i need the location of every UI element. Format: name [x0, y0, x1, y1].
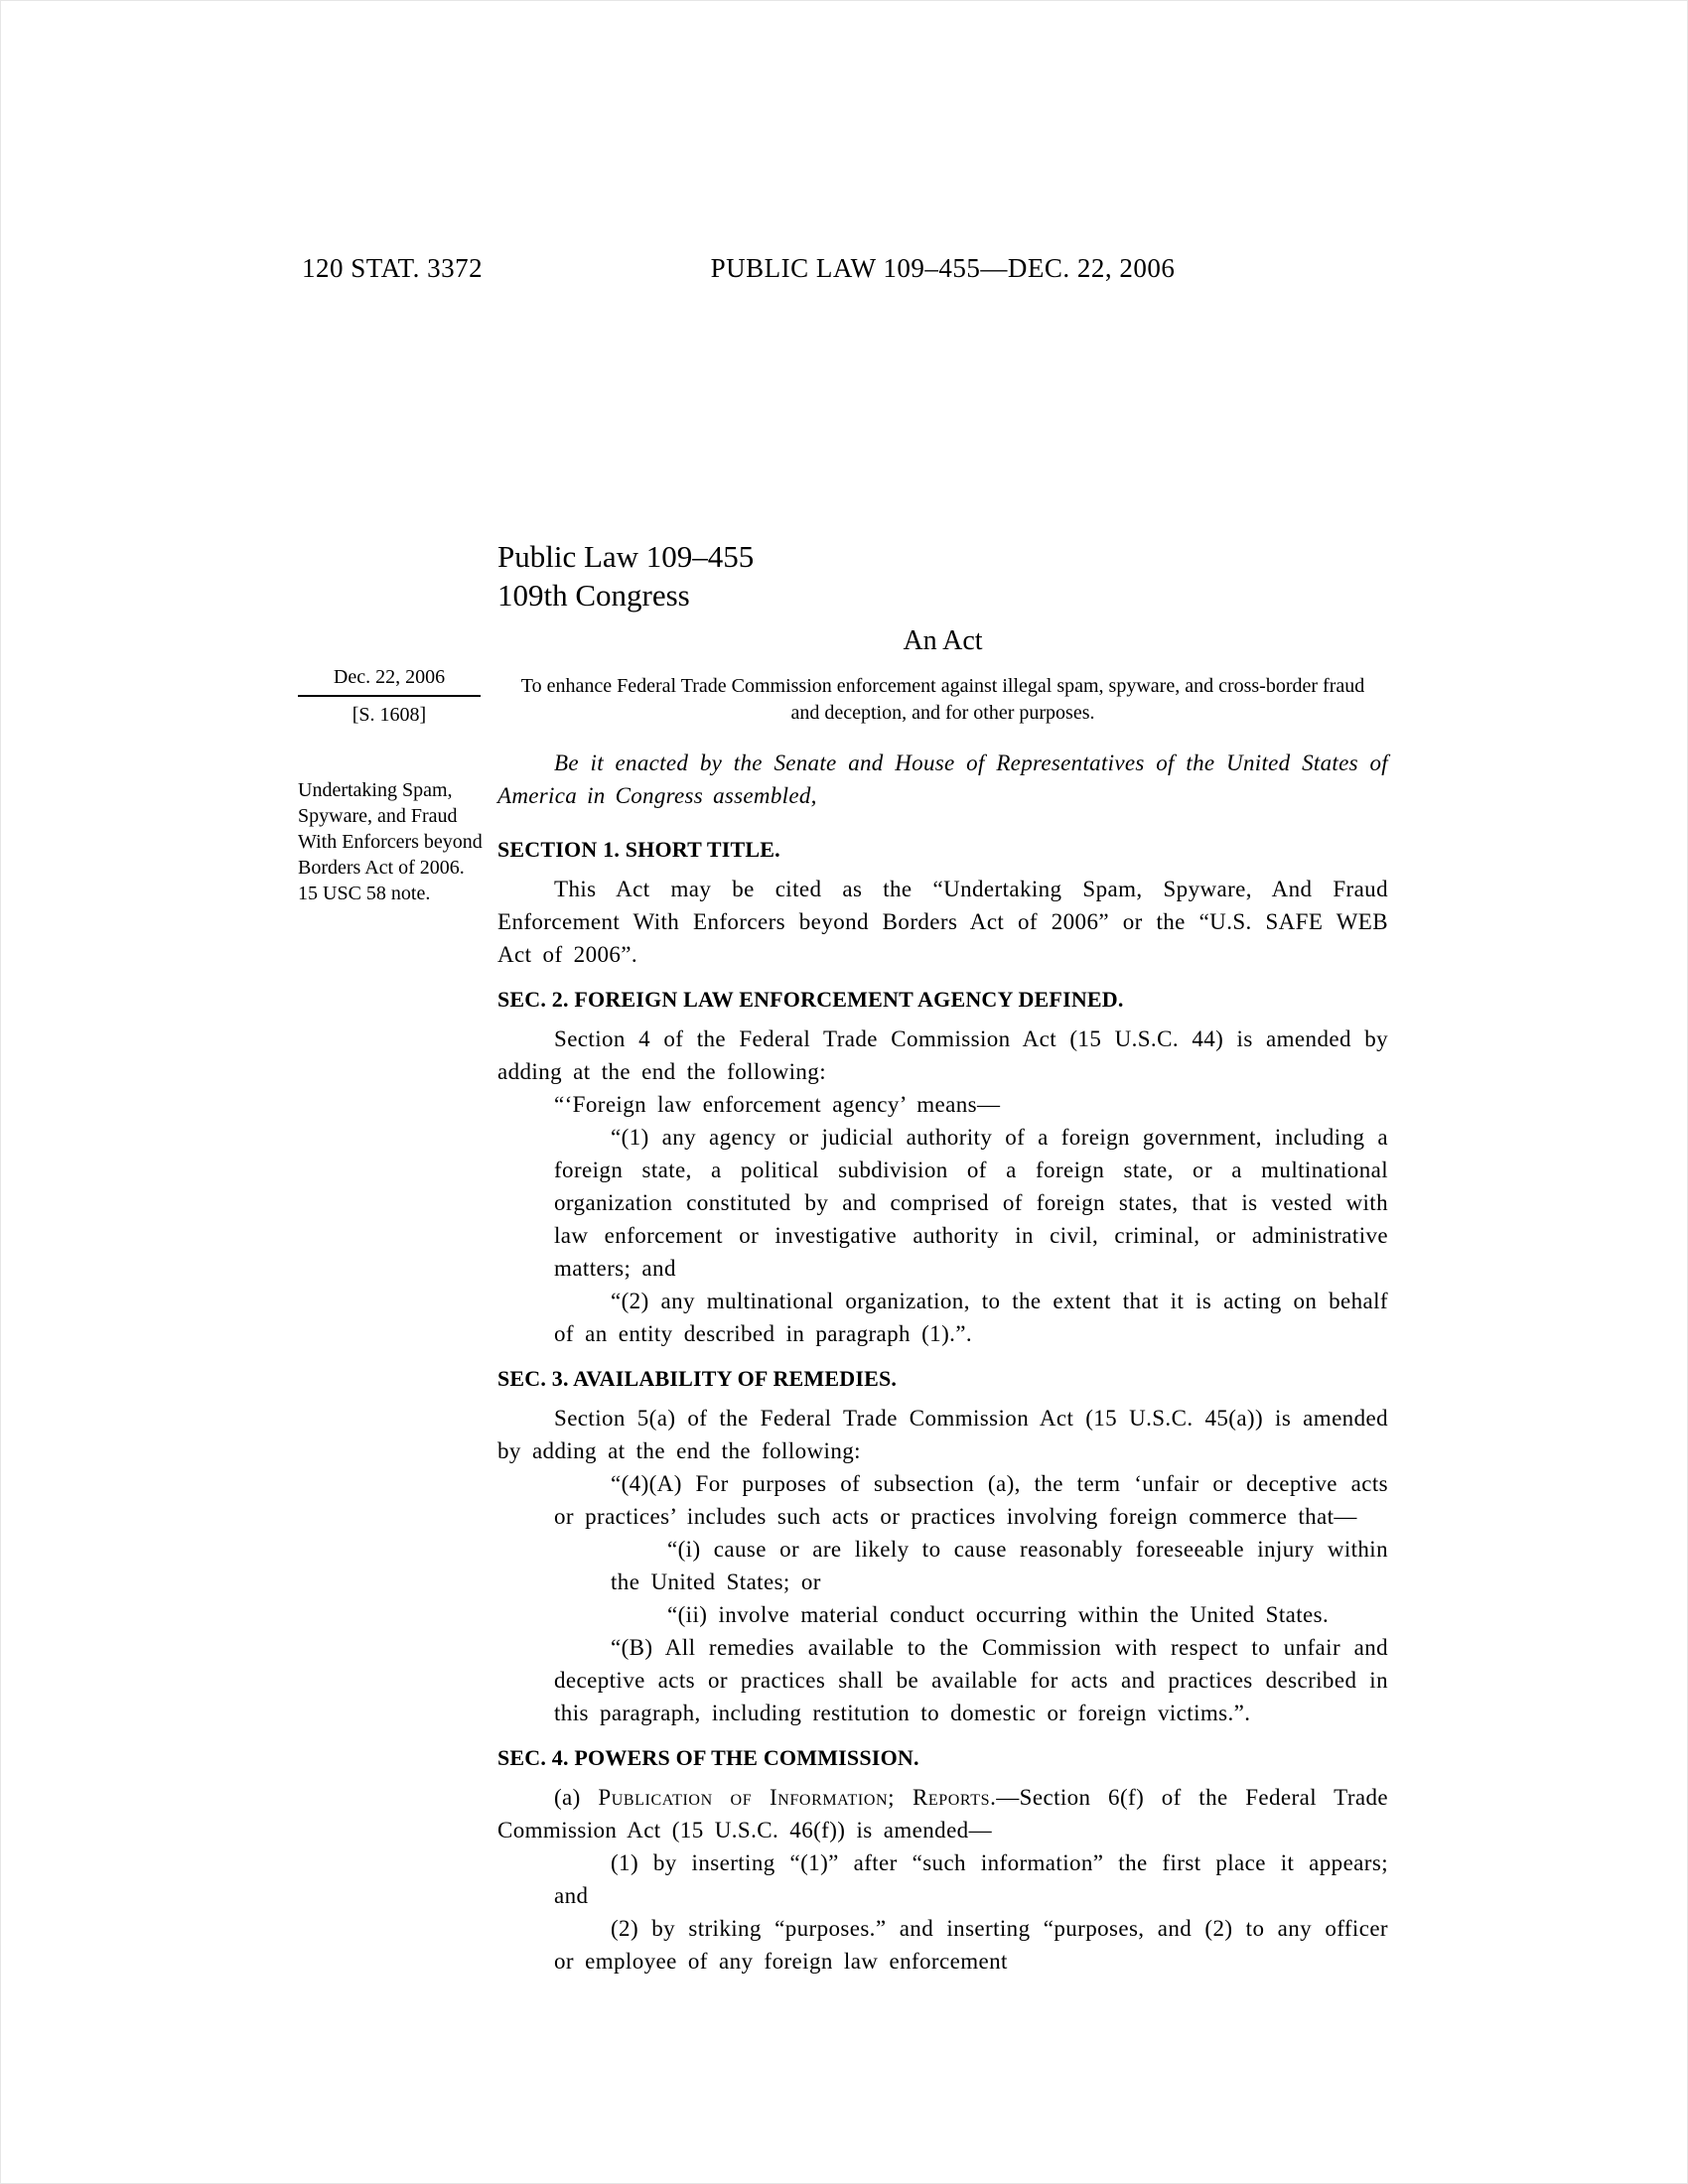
margin-date-block	[298, 664, 481, 728]
section-heading: SEC. 3. AVAILABILITY OF REMEDIES.	[497, 1366, 898, 1391]
running-head-law-citation: PUBLIC LAW 109–455—DEC. 22, 2006	[710, 253, 1176, 283]
smallcaps-run: Publication of Information; Reports	[598, 1785, 991, 1810]
act-purpose: To enhance Federal Trade Commission enforcement against illegal spam, spyware, and cross-border fraud and deception, and for other purposes.	[520, 675, 1365, 724]
running-head-stat-number: 120 STAT. 3372	[302, 253, 484, 283]
body-paragraph: “(1) any agency or judicial authority of a foreign government, including a foreign state, a political subdivision of a foreign state, or a multinational organization constituted by and comprised of foreign states, that is vested with law enforcement or investigative authority in civil, criminal, or administrative matters; and	[554, 1125, 1388, 1281]
body-paragraph	[497, 1781, 1388, 1846]
congress-number: 109th Congress	[497, 578, 690, 613]
text-run: (a)	[554, 1785, 599, 1810]
body-paragraph: (1) by inserting “(1)” after “such information” the first place it appears; and	[554, 1850, 1388, 1908]
main-text-column	[497, 537, 1388, 1978]
body-paragraph: “(ii) involve material conduct occurring within the United States.	[667, 1602, 1330, 1627]
public-law-number: Public Law 109–455	[497, 539, 755, 574]
body-paragraph: Section 4 of the Federal Trade Commission Act (15 U.S.C. 44) is amended by adding at the end the following:	[497, 1026, 1388, 1084]
body-paragraph: “(2) any multinational organization, to the extent that it is acting on behalf of an entity described in paragraph (1).”.	[554, 1289, 1388, 1346]
margin-note-date: Dec. 22, 2006	[298, 664, 481, 697]
body-content	[497, 835, 1388, 1978]
margin-note-usc: 15 USC 58 note.	[298, 883, 431, 904]
enacting-clause: Be it enacted by the Senate and House of Representatives of the United States of America in Congress assembled,	[497, 751, 1388, 808]
margin-note-short-title: Undertaking Spam, Spyware, and Fraud With Enforcers beyond Borders Act of 2006.	[298, 779, 483, 879]
section-heading: SEC. 4. POWERS OF THE COMMISSION.	[497, 1745, 919, 1770]
body-paragraph: Section 5(a) of the Federal Trade Commission Act (15 U.S.C. 45(a)) is amended by adding at the end the following:	[497, 1406, 1388, 1463]
section-heading: SEC. 2. FOREIGN LAW ENFORCEMENT AGENCY DEFINED.	[497, 987, 1124, 1012]
body-paragraph: “‘Foreign law enforcement agency’ means—	[554, 1092, 1001, 1117]
margin-short-title-block	[298, 777, 485, 906]
body-paragraph: “(B) All remedies available to the Commission with respect to unfair and deceptive acts or practices shall be available for acts and practices described in this paragraph, including restitution to domestic or foreign victims.”.	[554, 1635, 1388, 1725]
body-paragraph: (2) by striking “purposes.” and inserting “purposes, and (2) to any officer or employee of any foreign law enforcement	[554, 1916, 1388, 1974]
margin-note-bill-number: [S. 1608]	[352, 704, 427, 726]
text-run: .—Section 6(f) of the Federal Trade Commission Act (15 U.S.C. 46(f)) is amended—	[497, 1785, 1388, 1843]
section-heading: SECTION 1. SHORT TITLE.	[497, 837, 780, 862]
an-act-heading: An Act	[903, 625, 983, 656]
body-paragraph: “(4)(A) For purposes of subsection (a), the term ‘unfair or deceptive acts or practices’ includes such acts or practices involving foreign commerce that—	[554, 1471, 1388, 1529]
body-paragraph: “(i) cause or are likely to cause reasonably foreseeable injury within the United States; or	[611, 1537, 1388, 1594]
body-paragraph: This Act may be cited as the “Undertaking Spam, Spyware, And Fraud Enforcement With Enforcers beyond Borders Act of 2006” or the “U.S. SAFE WEB Act of 2006”.	[497, 877, 1388, 967]
